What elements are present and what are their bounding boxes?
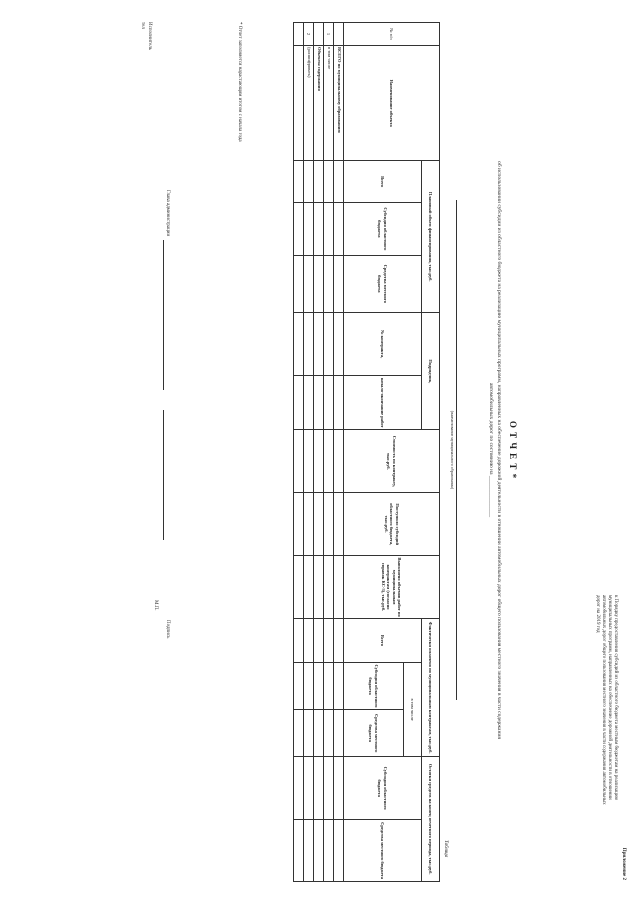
row-cell <box>294 757 304 820</box>
row-cell <box>314 376 324 430</box>
row-cell <box>304 493 314 556</box>
row-cell <box>304 710 314 757</box>
header-fact-local: Средства местного бюджета <box>344 710 404 757</box>
head-name-line <box>163 240 164 390</box>
row-cell <box>334 710 344 757</box>
row-cell <box>294 662 304 709</box>
appendix-line: дорог на 2019 год <box>595 595 600 633</box>
row-cell <box>294 430 304 493</box>
row-cell <box>324 493 334 556</box>
executor-label: Исполнитель <box>147 22 152 50</box>
row-cell <box>314 203 324 255</box>
municipality-hint: (наименование муниципального образования) <box>450 410 455 490</box>
row-cell <box>334 662 344 709</box>
header-plan-total: Всего <box>344 161 422 203</box>
appendix-line: автомобильных дорог общего пользования местного значения в части содержания автомобильных <box>601 595 606 805</box>
row-cell <box>334 161 344 203</box>
row-cell <box>334 203 344 255</box>
table-row <box>314 23 324 882</box>
phone-label: тел <box>140 22 145 29</box>
row-cell <box>294 255 304 313</box>
row-cell <box>334 556 344 619</box>
row-cell <box>314 493 324 556</box>
row-cell <box>304 255 314 313</box>
appendix-line: муниципальных программ, направленных на обеспечение дорожной деятельности в отношении <box>607 595 612 800</box>
table-row <box>294 23 304 882</box>
table-row <box>324 23 334 882</box>
row-cell <box>304 376 314 430</box>
row-num: 2 <box>304 23 314 46</box>
row-cell <box>314 820 324 882</box>
row-cell <box>334 255 344 313</box>
row-cell <box>334 493 344 556</box>
header-contract-cost: Стоимость по контракту, тыс.руб. <box>344 430 440 493</box>
row-name: (расшифровать) <box>304 46 314 161</box>
row-cell <box>324 662 334 709</box>
row-cell <box>324 203 334 255</box>
table-label: Таблица <box>443 840 448 858</box>
row-cell <box>314 313 324 376</box>
row-num <box>314 23 324 46</box>
report-title: О Т Ч Е Т * <box>508 420 518 480</box>
row-cell <box>314 255 324 313</box>
row-name: ВСЕГО по муниципальному образованию <box>334 46 344 161</box>
header-contract-dates: начало-окончание работ <box>344 376 422 430</box>
row-cell <box>304 313 314 376</box>
row-cell <box>294 313 304 376</box>
row-cell <box>324 313 334 376</box>
header-name: Наименование объекта <box>344 46 440 161</box>
row-cell <box>324 556 334 619</box>
row-cell <box>294 710 304 757</box>
header-fact-incl: в том числе <box>404 662 422 756</box>
header-work-done: Выполнено объемов работ по муниципальным контрактам (согласно справок КС-3), тыс.руб. <box>344 556 440 619</box>
report-table <box>293 22 440 882</box>
row-cell <box>334 757 344 820</box>
table-body <box>294 23 344 882</box>
report-subtitle: об использовании субсидии из областного бюджета на реализацию муниципальных программ, направленных на обеспечение дорожной деятельности в отношении автомобильных дорог общего пользования местного значения в части содержания <box>496 161 502 739</box>
row-cell <box>304 556 314 619</box>
row-name <box>294 46 304 161</box>
row-cell <box>334 430 344 493</box>
header-plan-local: Средства местного бюджета <box>344 255 422 313</box>
row-cell <box>294 203 304 255</box>
row-cell <box>324 619 334 663</box>
row-cell <box>294 493 304 556</box>
row-cell <box>314 757 324 820</box>
row-cell <box>314 556 324 619</box>
appendix-line: к Порядку предоставления субсидий из областного бюджета местным бюджетам на реализацию <box>613 595 618 801</box>
row-cell <box>324 820 334 882</box>
table-row <box>304 23 314 882</box>
header-fact-total: Всего <box>344 619 422 663</box>
row-num: 1 <box>324 23 334 46</box>
row-name: Объекты содержания <box>314 46 324 161</box>
row-cell <box>294 820 304 882</box>
header-rest-local: Средства местного бюджета <box>344 820 422 882</box>
row-cell <box>304 203 314 255</box>
head-label: Глава администрации <box>165 190 170 237</box>
table-row <box>334 23 344 882</box>
row-cell <box>324 430 334 493</box>
row-cell <box>294 619 304 663</box>
row-cell <box>314 662 324 709</box>
appendix-text <box>594 595 618 895</box>
row-cell <box>324 255 334 313</box>
header-contract-no: № контракта, <box>344 313 422 376</box>
row-cell <box>314 710 324 757</box>
signature-label: Подпись <box>165 620 170 639</box>
row-num <box>334 23 344 46</box>
footnote: * Отчет заполняется нарастающим итогом с начала года <box>237 22 242 142</box>
row-cell <box>304 662 314 709</box>
header-plan-regional: Субсидия областного бюджета <box>344 203 422 255</box>
header-received: Поступило субсидий областного бюджета, тыс.руб. <box>344 493 440 556</box>
row-cell <box>294 161 304 203</box>
row-cell <box>304 757 314 820</box>
row-cell <box>334 820 344 882</box>
row-cell <box>324 710 334 757</box>
header-num: № п/п <box>344 23 440 46</box>
row-cell <box>304 161 314 203</box>
row-cell <box>314 619 324 663</box>
row-cell <box>334 619 344 663</box>
row-cell <box>324 757 334 820</box>
stamp-label: М.П. <box>153 600 158 611</box>
row-cell <box>324 161 334 203</box>
row-cell <box>304 430 314 493</box>
report-subtitle-date: автомобильных дорог по состоянию на _______________ <box>488 382 494 518</box>
header-contractor: Подрядчик, <box>422 313 440 430</box>
signature-line <box>163 410 164 540</box>
row-cell <box>294 556 304 619</box>
header-rest-group: Остатки средств на конец отчетного периода, тыс.руб. <box>422 757 440 882</box>
row-cell <box>334 313 344 376</box>
municipality-line <box>456 200 457 700</box>
row-cell <box>314 161 324 203</box>
header-fact-group: Фактически оплачено по муниципальным контрактам, тыс.руб. <box>422 619 440 757</box>
row-num <box>294 23 304 46</box>
row-cell <box>334 376 344 430</box>
row-cell <box>314 430 324 493</box>
header-plan-group: Плановый объем финансирования, тыс.руб. <box>422 161 440 313</box>
row-cell <box>304 820 314 882</box>
appendix-label: Приложение 2 <box>621 847 626 880</box>
row-cell <box>294 376 304 430</box>
row-name: в том числе <box>324 46 334 161</box>
header-rest-regional: Субсидия областного бюджета <box>344 757 422 820</box>
row-cell <box>324 376 334 430</box>
row-cell <box>304 619 314 663</box>
header-fact-regional: Субсидия областного бюджета <box>344 662 404 709</box>
